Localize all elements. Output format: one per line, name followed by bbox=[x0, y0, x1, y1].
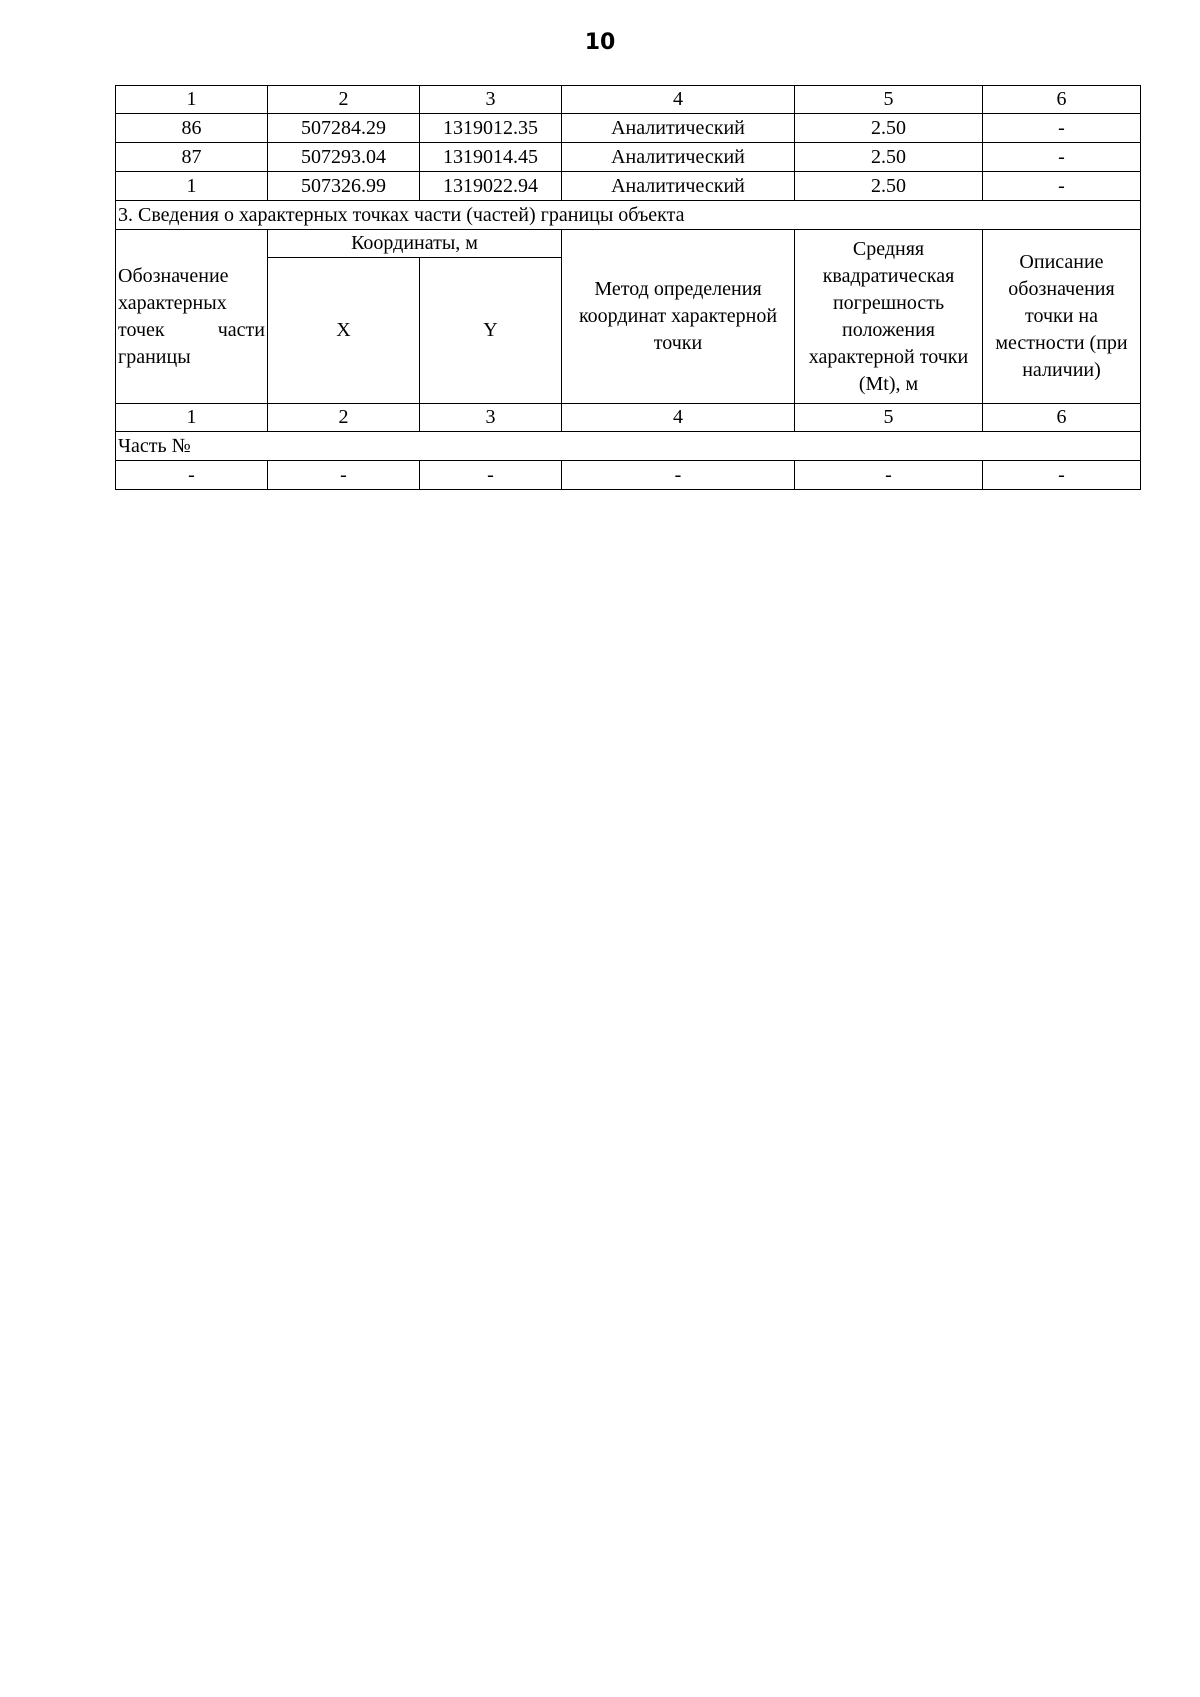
point-designation-word: точек bbox=[118, 318, 165, 341]
method-cell: Аналитический bbox=[562, 172, 795, 201]
section-title: 3. Сведения о характерных точках части (частей) границы объекта bbox=[116, 201, 1141, 230]
x-cell: 507293.04 bbox=[268, 143, 420, 172]
description-header: Описание обозначения точки на местности (при наличии) bbox=[983, 230, 1141, 404]
empty-cell: - bbox=[420, 461, 562, 490]
column-number: 2 bbox=[268, 404, 420, 432]
column-number: 2 bbox=[268, 86, 420, 114]
error-header: Средняя квадратическая погрешность положения характерной точки (Mt), м bbox=[795, 230, 983, 404]
point-cell: 1 bbox=[116, 172, 268, 201]
method-cell: Аналитический bbox=[562, 143, 795, 172]
x-header: X bbox=[268, 258, 420, 404]
description-cell: - bbox=[983, 114, 1141, 143]
point-cell: 86 bbox=[116, 114, 268, 143]
coordinates-table bbox=[115, 85, 1141, 490]
x-cell: 507284.29 bbox=[268, 114, 420, 143]
column-number: 3 bbox=[420, 404, 562, 432]
description-cell: - bbox=[983, 172, 1141, 201]
column-number-row bbox=[116, 404, 1141, 432]
part-label: Часть № bbox=[116, 432, 1141, 461]
part-row bbox=[116, 432, 1141, 461]
table-row bbox=[116, 143, 1141, 172]
y-cell: 1319012.35 bbox=[420, 114, 562, 143]
point-cell: 87 bbox=[116, 143, 268, 172]
empty-cell: - bbox=[983, 461, 1141, 490]
column-number: 1 bbox=[116, 86, 268, 114]
column-number: 3 bbox=[420, 86, 562, 114]
section-title-row bbox=[116, 201, 1141, 230]
table-row bbox=[116, 461, 1141, 490]
point-designation-line1: Обозначение характерных bbox=[118, 264, 229, 314]
column-number: 1 bbox=[116, 404, 268, 432]
header-row-top bbox=[116, 230, 1141, 258]
x-cell: 507326.99 bbox=[268, 172, 420, 201]
coordinates-header: Координаты, м bbox=[268, 230, 562, 258]
error-cell: 2.50 bbox=[795, 114, 983, 143]
point-designation-header bbox=[116, 230, 268, 404]
column-number: 6 bbox=[983, 404, 1141, 432]
error-cell: 2.50 bbox=[795, 172, 983, 201]
table-row bbox=[116, 172, 1141, 201]
column-number: 4 bbox=[562, 86, 795, 114]
empty-cell: - bbox=[268, 461, 420, 490]
table-row bbox=[116, 114, 1141, 143]
column-number: 5 bbox=[795, 86, 983, 114]
y-cell: 1319022.94 bbox=[420, 172, 562, 201]
point-designation-line2 bbox=[118, 317, 265, 344]
column-number: 5 bbox=[795, 404, 983, 432]
column-number-row bbox=[116, 86, 1141, 114]
column-number: 6 bbox=[983, 86, 1141, 114]
empty-cell: - bbox=[795, 461, 983, 490]
description-cell: - bbox=[983, 143, 1141, 172]
method-cell: Аналитический bbox=[562, 114, 795, 143]
point-designation-word: части bbox=[217, 318, 265, 341]
method-header: Метод определения координат характерной точки bbox=[562, 230, 795, 404]
page-number: 10 bbox=[584, 30, 616, 55]
y-cell: 1319014.45 bbox=[420, 143, 562, 172]
point-designation-line3: границы bbox=[118, 345, 191, 368]
empty-cell: - bbox=[562, 461, 795, 490]
column-number: 4 bbox=[562, 404, 795, 432]
y-header: Y bbox=[420, 258, 562, 404]
empty-cell: - bbox=[116, 461, 268, 490]
error-cell: 2.50 bbox=[795, 143, 983, 172]
